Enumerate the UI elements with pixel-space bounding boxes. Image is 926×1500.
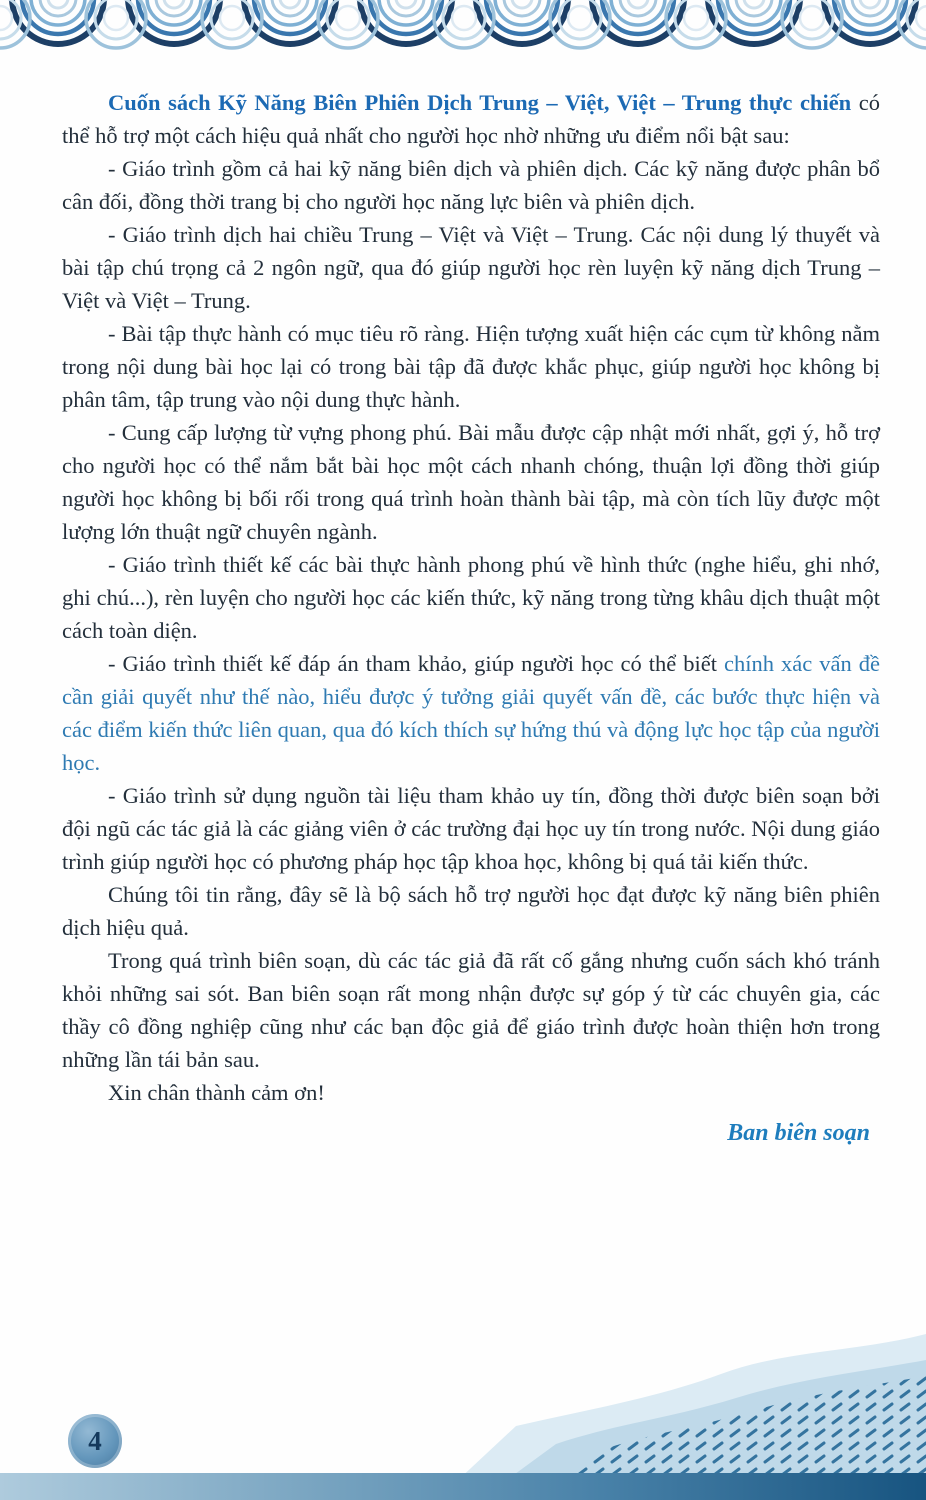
bullet-paragraph-7: - Giáo trình sử dụng nguồn tài liệu tham khảo uy tín, đồng thời được biên soạn bởi đội ngũ các tác giả là các giảng viên ở các trường đại học uy tín trong nước. Nội dung giáo trình giúp người học có phương pháp học tập khoa học, không bị quá tải kiến thức. (62, 783, 880, 874)
bullet-6-lead-text: - Giáo trình thiết kế đáp án tham khảo, giúp người học có thể biết (108, 651, 725, 676)
bullet-paragraph-6 (62, 647, 880, 779)
bullet-6-tinted-text: chính xác vấn đề cần giải quyết như thế nào, hiểu được ý tưởng giải quyết vấn đề, các bước thực hiện và các điểm kiến thức liên quan, qua đó kích thích sự hứng thú và động lực học tập của người học. (62, 651, 880, 775)
bullet-paragraph-4: - Cung cấp lượng từ vựng phong phú. Bài mẫu được cập nhật mới nhất, gợi ý, hỗ trợ cho người học có thể nắm bắt bài học một cách nhanh chóng, thuận lợi đồng thời giúp người học không bị bối rối trong quá trình hoàn thành bài tập, mà còn tích lũy được một lượng lớn thuật ngữ chuyên ngành. (62, 420, 880, 544)
closing-paragraph-2: Trong quá trình biên soạn, dù các tác giả đã rất cố gắng nhưng cuốn sách khó tránh khỏi những sai sót. Ban biên soạn rất mong nhận được sự góp ý từ các chuyên gia, các thầy cô đồng nghiệp cũng như các bạn độc giả để giáo trình được hoàn thiện hơn trong những lần tái bản sau. (62, 948, 880, 1072)
top-wave-border-decoration (0, 0, 926, 52)
closing-paragraph-1: Chúng tôi tin rằng, đây sẽ là bộ sách hỗ trợ người học đạt được kỹ năng biên phiên dịch hiệu quả. (62, 882, 880, 940)
bullet-paragraph-2: - Giáo trình dịch hai chiều Trung – Việt và Việt – Trung. Các nội dung lý thuyết và bài tập chú trọng cả 2 ngôn ngữ, qua đó giúp người học rèn luyện kỹ năng dịch Trung – Việt và Việt – Trung. (62, 222, 880, 313)
intro-paragraph (62, 86, 880, 152)
intro-rest-text: có thể hỗ trợ một cách hiệu quả nhất cho người học nhờ những ưu điểm nổi bật sau: (62, 90, 880, 148)
wave-shapes-icon (456, 1322, 926, 1482)
scallop-wave-pattern-icon (0, 0, 926, 52)
bottom-bar-decoration (0, 1473, 926, 1500)
bullet-paragraph-1: - Giáo trình gồm cả hai kỹ năng biên dịch và phiên dịch. Các kỹ năng được phân bổ cân đối, đồng thời trang bị cho người học năng lực biên và phiên dịch. (62, 156, 880, 214)
page-number: 4 (88, 1425, 102, 1456)
editorial-board-signature: Ban biên soạn (727, 1120, 870, 1146)
book-title-emphasis: Cuốn sách Kỹ Năng Biên Phiên Dịch Trung – Việt, Việt – Trung thực chiến (108, 90, 852, 115)
page-content (62, 86, 880, 1150)
bullet-paragraph-3: - Bài tập thực hành có mục tiêu rõ ràng. Hiện tượng xuất hiện các cụm từ không nằm trong nội dung bài học lại có trong bài tập đã được khắc phục, giúp người học không bị phân tâm, tập trung vào nội dung thực hành. (62, 321, 880, 412)
bottom-wave-decoration (456, 1322, 926, 1482)
closing-paragraph-3: Xin chân thành cảm ơn! (108, 1080, 325, 1105)
bullet-paragraph-5: - Giáo trình thiết kế các bài thực hành phong phú về hình thức (nghe hiểu, ghi nhớ, ghi chú...), rèn luyện cho người học các kiến thức, kỹ năng trong từng khâu dịch thuật một cách toàn diện. (62, 552, 880, 643)
page-number-badge (68, 1414, 122, 1468)
